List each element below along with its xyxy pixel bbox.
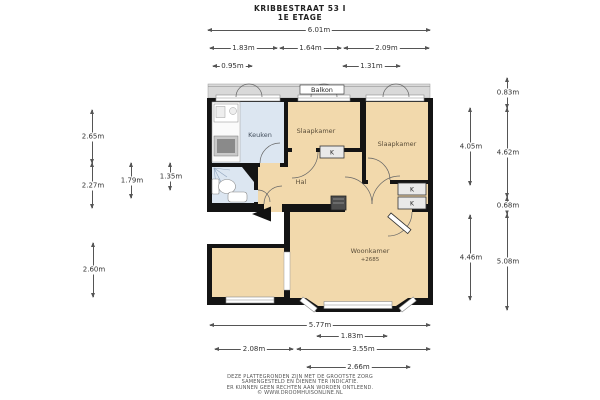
dimension-5.77m: 5.77m (210, 325, 430, 326)
closet-label: K (410, 200, 414, 208)
page-title (0, 4, 600, 22)
door-gap-keuken (260, 163, 280, 167)
woonkamer-label: Woonkamer (350, 247, 390, 255)
dimension-2.08m: 2.08m (215, 349, 293, 350)
room-woonkamer (290, 212, 428, 298)
dimension-0.83m: 0.83m (507, 78, 508, 108)
balkon-label-box (300, 85, 344, 94)
dimension-0.95m: 0.95m (213, 66, 252, 67)
room-slaapkamer-1 (288, 102, 360, 148)
dimension-1.83m: 1.83m (317, 336, 387, 337)
dimension-2.27m: 2.27m (92, 163, 93, 208)
dimension-2.65m: 2.65m (92, 110, 93, 163)
kitchen-counter (212, 102, 240, 162)
slaapkamer2-label: Slaapkamer (377, 140, 417, 148)
dimension-2.09m: 2.09m (344, 48, 429, 49)
disclaimer-line: © WWW.DROOMHUISONLINE.NL (257, 390, 343, 397)
closet-label: K (410, 186, 414, 194)
hal-label: Hal (295, 178, 307, 186)
disclaimer-line: DEZE PLATTEGRONDEN ZIJN MET DE GROOTSTE ZORG (227, 373, 373, 380)
disclaimer-line: ER KUNNEN GEEN RECHTEN AAN WORDEN ONTLEEND. (226, 384, 374, 391)
title-address: KRIBBESTRAAT 53 I (253, 4, 347, 13)
washbasin-icon (228, 192, 247, 202)
dimension-1.79m: 1.79m (131, 163, 132, 198)
slaapkamer1-label: Slaapkamer (296, 127, 336, 135)
dimension-2.66m: 2.66m (307, 367, 410, 368)
room-zijkamer (212, 248, 284, 297)
dimension-1.83m: 1.83m (210, 48, 277, 49)
floor-plan (205, 80, 437, 316)
disclaimer (0, 375, 600, 397)
dimension-0.68m: 0.68m (507, 197, 508, 214)
balkon-label: Balkon (311, 86, 333, 94)
door-gap-slaapkamer1 (292, 148, 316, 152)
dimension-1.64m: 1.64m (280, 48, 341, 49)
dimension-5.08m: 5.08m (507, 214, 508, 310)
woonkamer-ceiling-label: +2685 (360, 257, 380, 263)
dimension-2.60m: 2.60m (93, 243, 94, 297)
dimension-1.31m: 1.31m (343, 66, 400, 67)
closet-label: K (330, 149, 334, 157)
door-gap-badkamer (254, 190, 258, 202)
dimension-6.01m: 6.01m (208, 30, 430, 31)
dimension-1.35m: 1.35m (170, 163, 171, 190)
title-floor: 1E ETAGE (277, 13, 323, 22)
outside-notch (207, 212, 284, 244)
dimension-4.46m: 4.46m (470, 215, 471, 300)
disclaimer-line: SAMENGESTELD EN DIENEN TER INDICATIE. (241, 379, 359, 386)
keuken-label: Keuken (248, 131, 272, 139)
dimension-4.62m: 4.62m (507, 108, 508, 197)
dimension-3.55m: 3.55m (297, 349, 430, 350)
dimension-4.05m: 4.05m (470, 108, 471, 185)
door-gap-slaapkamer2 (368, 180, 390, 184)
toilet-icon (212, 179, 219, 194)
